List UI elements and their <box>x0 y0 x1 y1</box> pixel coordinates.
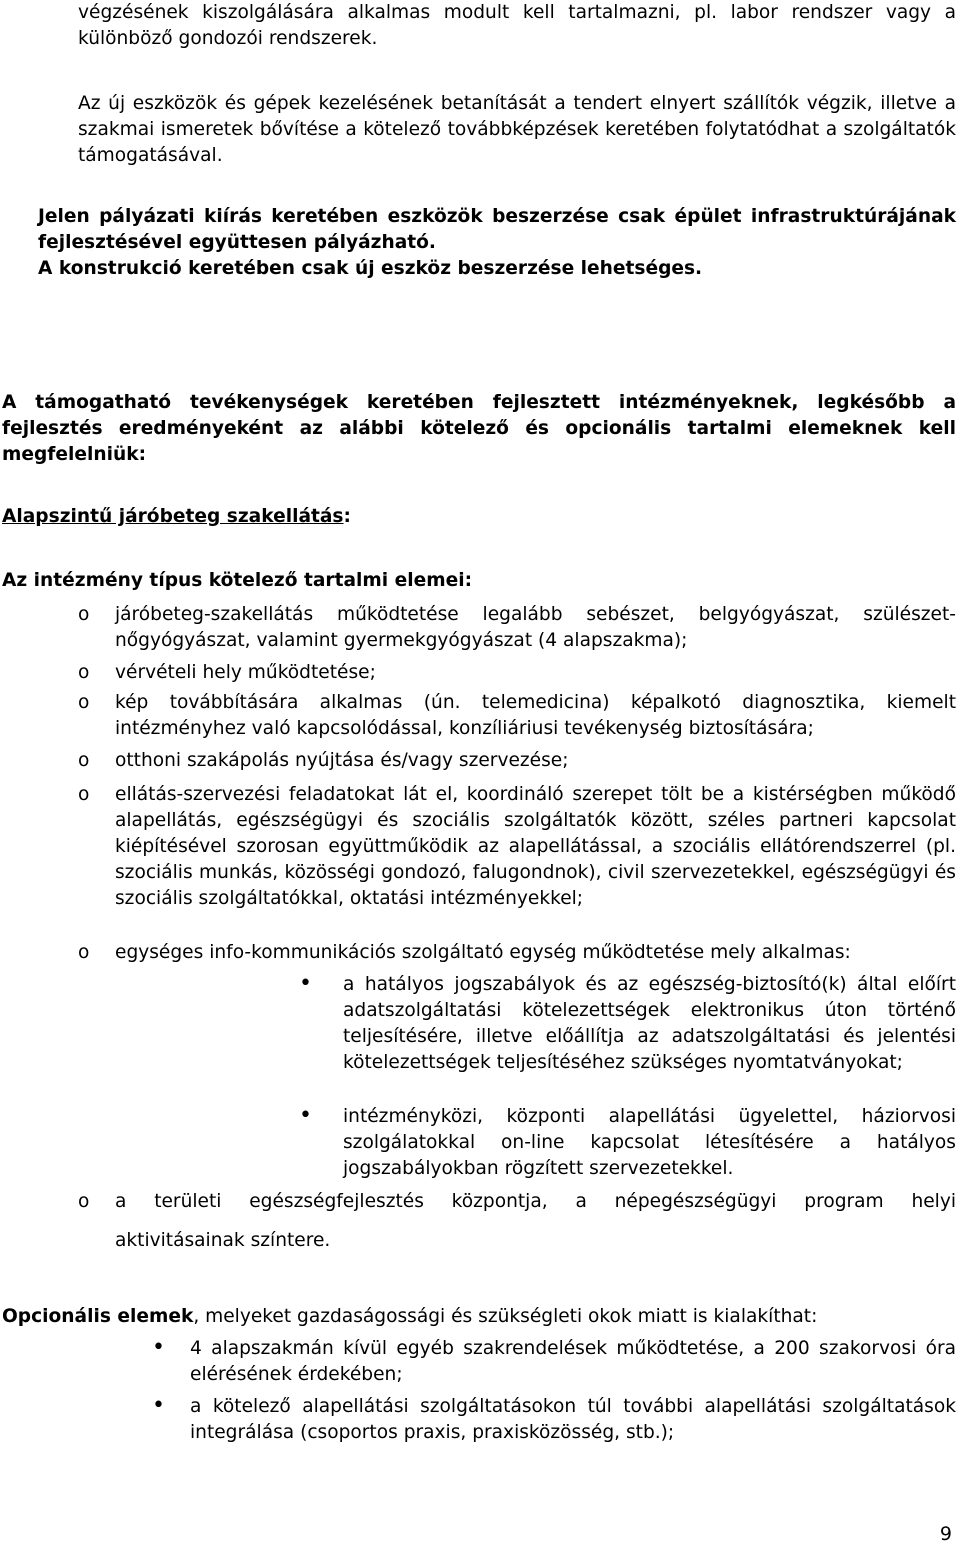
mandatory-heading: Az intézmény típus kötelező tartalmi elemei: <box>2 570 473 591</box>
info-subitem-data-reporting: a hatályos jogszabályok és az egészség-biztosító(k) által előírt adatszolgáltatási kötelezettségek elektronikus úton történő teljesítésére, illetve előállítja az adatszolgáltatási és jelentési kötelezettségek teljesítéséhez szükséges nyomtatványokat; <box>343 974 956 1073</box>
optional-item-extra-specialties: 4 alapszakmán kívül egyéb szakrendelések működtetése, a 200 szakorvosi óra elérésének érdekében; <box>190 1338 956 1385</box>
optional-item-integration: a kötelező alapellátási szolgáltatásokon túl további alapellátási szolgáltatások integrálása (csoportos praxis, praxisközösség, stb.); <box>190 1396 956 1443</box>
list-bullet-dot: • <box>299 971 312 996</box>
section-title-colon: : <box>343 506 351 527</box>
list-bullet-circle: o <box>78 942 90 963</box>
mandatory-item-telemedicine: kép továbbítására alkalmas (ún. telemedicina) képalkotó diagnosztika, kiemelt intézményhez való kapcsolódással, konzíliáriusi tevékenység biztosítására; <box>115 692 956 739</box>
list-bullet-circle: o <box>78 662 90 683</box>
intro-paragraph-1: végzésének kiszolgálására alkalmas modult kell tartalmazni, pl. labor rendszer vagy a különböző gondozói rendszerek. <box>78 2 956 49</box>
list-bullet-dot: • <box>152 1393 165 1418</box>
mandatory-item-health-promotion-line1: a területi egészségfejlesztés központja, a népegészségügyi program helyi <box>115 1191 956 1212</box>
list-bullet-circle: o <box>78 750 90 771</box>
page-number: 9 <box>939 1523 952 1545</box>
list-bullet-dot: • <box>152 1335 165 1360</box>
info-subitem-online-connection: intézményközi, központi alapellátási ügyelettel, háziorvosi szolgálatokkal on-line kapcsolat létesítésére a hatályos jogszabályokban rögzített szervezetekkel. <box>343 1106 956 1179</box>
notice-infrastructure: Jelen pályázati kiírás keretében eszközök beszerzése csak épület infrastruktúrájának fejlesztésével együttesen pályázható. <box>38 206 956 253</box>
list-bullet-circle: o <box>78 604 90 625</box>
notice-new-equipment: A konstrukció keretében csak új eszköz beszerzése lehetséges. <box>38 258 703 279</box>
mandatory-item-home-nursing: otthoni szakápolás nyújtása és/vagy szervezése; <box>115 750 569 771</box>
section-title-text: Alapszintű járóbeteg szakellátás <box>2 506 344 527</box>
list-bullet-circle: o <box>78 692 90 713</box>
list-bullet-circle: o <box>78 784 90 805</box>
list-bullet-circle: o <box>78 1191 90 1212</box>
optional-heading-bold: Opcionális elemek <box>2 1306 194 1327</box>
mandatory-item-care-organization: ellátás-szervezési feladatokat lát el, koordináló szerepet tölt be a kistérségben működő alapellátás, egészségügyi és szociális szolgáltatók között, széles partneri kapcsolat kiépítésével szorosan együttműködik az alapellátással, a szociális ellátórendszerrel (pl. szociális munkás, közösségi gondozó, falugondnok), civil szervezetekkel, egészségügyi és szociális szolgáltatókkal, oktatási intézményekkel; <box>115 784 956 909</box>
optional-heading-rest: , melyeket gazdaságossági és szükségleti okok miatt is kialakíthat: <box>193 1306 818 1327</box>
mandatory-item-info-communication: egységes info-kommunikációs szolgáltató egység működtetése mely alkalmas: <box>115 942 851 963</box>
mandatory-item-blood-draw: vérvételi hely működtetése; <box>115 662 376 683</box>
mandatory-item-health-promotion-line2: aktivitásainak színtere. <box>115 1230 331 1251</box>
requirements-intro: A támogatható tevékenységek keretében fejlesztett intézményeknek, legkésőbb a fejlesztés eredményeként az alábbi kötelező és opcionális tartalmi elemeknek kell megfelelniük: <box>2 392 956 465</box>
list-bullet-dot: • <box>299 1103 312 1128</box>
intro-paragraph-2: Az új eszközök és gépek kezelésének betanítását a tendert elnyert szállítók végzik, illetve a szakmai ismeretek bővítése a kötelező továbbképzések keretében folytatódhat a szolgáltatók támogatásával. <box>78 93 956 166</box>
optional-heading <box>2 1304 956 1330</box>
section-title <box>2 504 702 530</box>
mandatory-item-specialist-care: járóbeteg-szakellátás működtetése legalább sebészet, belgyógyászat, szülészet- nőgyógyászat, valamint gyermekgyógyászat (4 alapszakma); <box>115 604 956 651</box>
